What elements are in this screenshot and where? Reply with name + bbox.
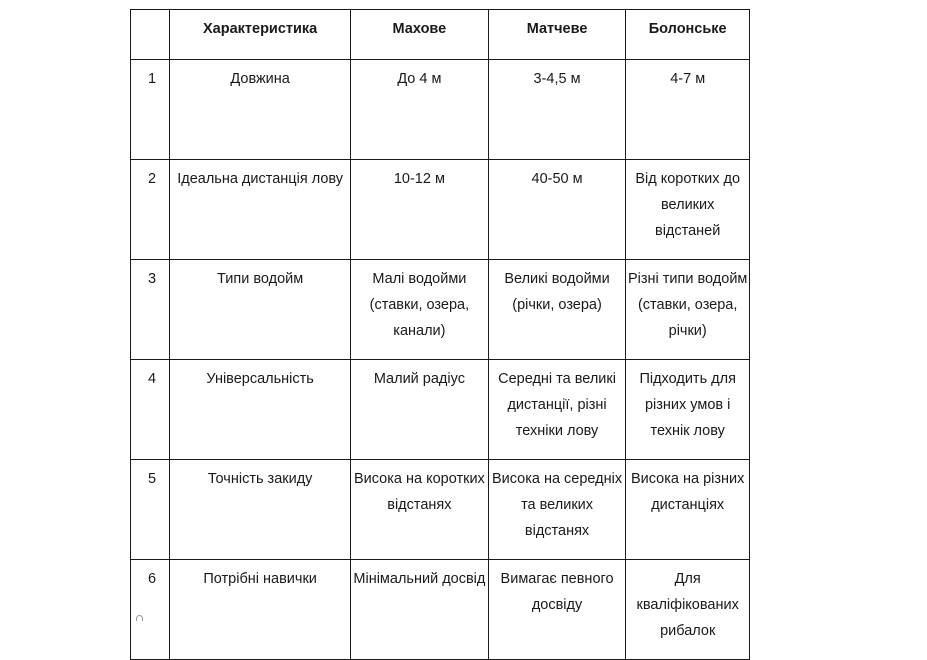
row-number: 6: [131, 560, 170, 660]
cell-matcheve: Середні та великі дистанції, різні техніки лову: [488, 360, 626, 460]
cell-bolonske: Підходить для різних умов і технік лову: [626, 360, 750, 460]
row-number: 4: [131, 360, 170, 460]
header-cell-characteristic: Характеристика: [170, 10, 351, 60]
table-row: [131, 460, 750, 560]
cell-makhove: Висока на коротких відстанях: [351, 460, 489, 560]
cell-matcheve: Висока на середніх та великих відстанях: [488, 460, 626, 560]
table-row: [131, 260, 750, 360]
text-cursor-mark: [136, 615, 143, 621]
cell-bolonske: Від коротких до великих відстаней: [626, 160, 750, 260]
cell-characteristic: Довжина: [170, 60, 351, 160]
table-row: [131, 60, 750, 160]
table-row: [131, 160, 750, 260]
cell-characteristic: Потрібні навички: [170, 560, 351, 660]
cell-makhove: Мінімальний досвід: [351, 560, 489, 660]
cell-makhove: До 4 м: [351, 60, 489, 160]
header-cell-bolonske: Болонське: [626, 10, 750, 60]
table-header-row: [131, 10, 750, 60]
cell-matcheve: 40-50 м: [488, 160, 626, 260]
cell-makhove: Малі водойми (ставки, озера, канали): [351, 260, 489, 360]
header-cell-matcheve: Матчеве: [488, 10, 626, 60]
cell-matcheve: Вимагає певного досвіду: [488, 560, 626, 660]
cell-bolonske: Висока на різних дистанціях: [626, 460, 750, 560]
table-row: [131, 360, 750, 460]
cell-bolonske: Різні типи водойм (ставки, озера, річки): [626, 260, 750, 360]
cell-characteristic: Типи водойм: [170, 260, 351, 360]
cell-bolonske: Для кваліфікованих рибалок: [626, 560, 750, 660]
row-number: 5: [131, 460, 170, 560]
cell-makhove: 10-12 м: [351, 160, 489, 260]
table-row: [131, 560, 750, 660]
cell-bolonske: 4-7 м: [626, 60, 750, 160]
cell-makhove: Малий радіус: [351, 360, 489, 460]
comparison-table: [130, 9, 750, 660]
row-number: 1: [131, 60, 170, 160]
cell-characteristic: Універсальність: [170, 360, 351, 460]
cell-characteristic: Ідеальна дистанція лову: [170, 160, 351, 260]
header-cell-number: [131, 10, 170, 60]
cell-matcheve: 3-4,5 м: [488, 60, 626, 160]
row-number: 2: [131, 160, 170, 260]
header-cell-makhove: Махове: [351, 10, 489, 60]
cell-matcheve: Великі водойми (річки, озера): [488, 260, 626, 360]
cell-characteristic: Точність закиду: [170, 460, 351, 560]
row-number: 3: [131, 260, 170, 360]
